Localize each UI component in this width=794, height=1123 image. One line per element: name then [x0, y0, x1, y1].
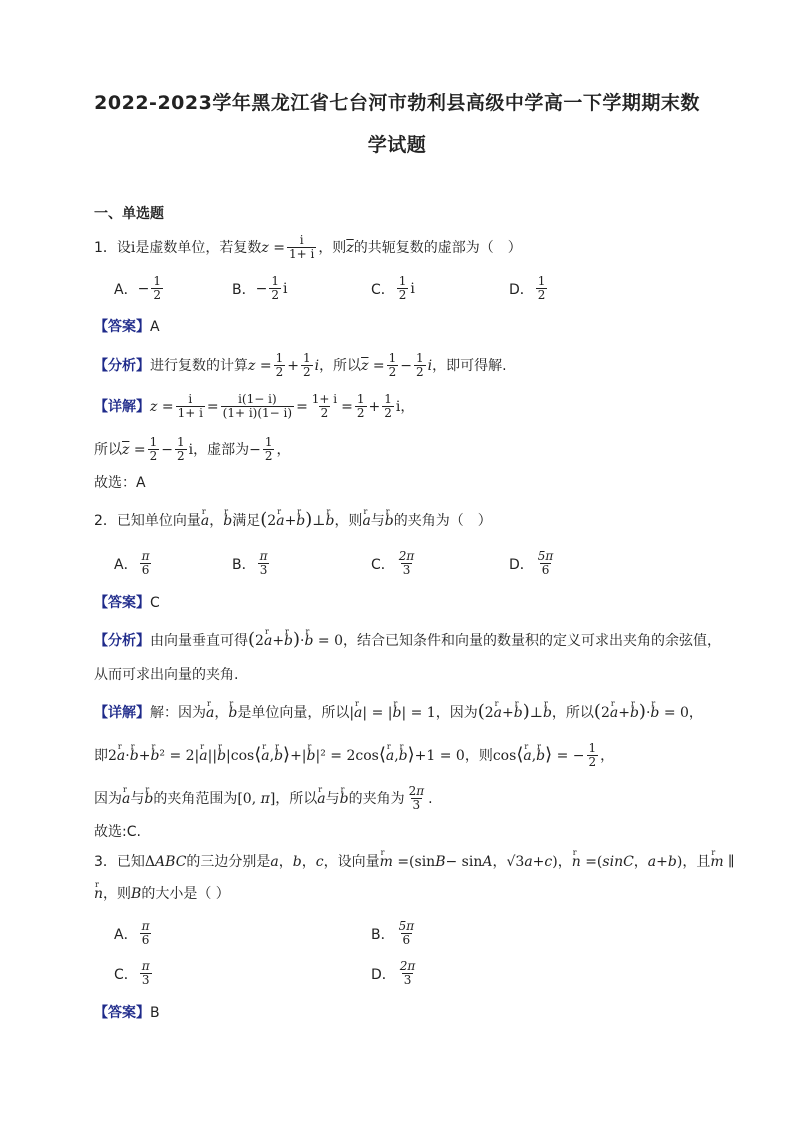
q2-answer: 【答案】C [94, 595, 160, 611]
q2-detail-line2: 即 2r a·r b+r b² = 2|r a||r b|cos⟨r a,r b⟩+|r b|² = 2cos⟨r a,r b⟩+1 = 0 ，则 cos⟨r a,r b⟩ = − $\frac{1}{2}$ ， [94, 742, 614, 769]
page-title-continued: 学试题 [367, 134, 427, 156]
q1-option-c: C． $\frac{1}{2}$ i [371, 274, 415, 302]
q2-option-c: C． $\frac{2\pi}{3}$ [371, 549, 415, 577]
q1-stem: 1．设 i 是虚数单位，若复数 z = $\frac{i}{1+ i}$ ，则 $\overline{z}$ 的共轭复数的虚部为（ ） [94, 233, 522, 261]
q1-option-d: D． $\frac{1}{2}$ [509, 274, 546, 302]
q2-option-a: A． $\frac{\pi}{6}$ [114, 549, 150, 577]
q2-option-d: D． $\frac{5\pi}{6}$ [509, 549, 554, 577]
q1-detail-line2: 所以 $\overline{z}$ = $\frac{1}{2}$ − $\frac{1}{2}$ i ，虚部为 − $\frac{1}{2}$ ， [94, 435, 291, 463]
q2-conclusion: 故选:C. [94, 824, 141, 840]
q1-option-b: B． − $\frac{1}{2}$ i [232, 274, 288, 302]
q3-option-b: B． $\frac{5\pi}{6}$ [371, 919, 415, 947]
q1-analysis: 【分析】 进行复数的计算 z = $\frac{1}{2}$ + $\frac{1}{2}$ i ，所以 $\overline{z}$ = $\frac{1}{2}$ − $\frac{1}{2}$ i ，即可得解. [94, 351, 507, 379]
q3-stem: 3．已知 ΔABC 的三边分别是 a ， b ， c ，设向量 r m =(sinB− sinA，√3a+c)，r n =(sinC，a+b) ，且 r m ∥ [94, 852, 735, 872]
q3-answer: 【答案】B [94, 1005, 160, 1021]
q2-detail-line3: 因为 r a 与 r b 的夹角范围为 [0, π] ，所以 r a 与 r b 的夹角为 $\frac{2\pi}{3}$ . [94, 785, 433, 812]
q3-option-d: D． $\frac{2\pi}{3}$ [371, 959, 416, 987]
q2-analysis-line2: 从而可求出向量的夹角. [94, 667, 239, 683]
q1-option-a: A． − $\frac{1}{2}$ [114, 274, 161, 302]
q1-fraction: $\frac{i}{1+ i}$ [288, 233, 315, 261]
q2-stem: 2．已知单位向量 r a ， r b 满足 (2r a+r b)⊥r b ，则 r a 与 r b 的夹角为（ ） [94, 510, 492, 531]
page-title: 2022-2023学年黑龙江省七台河市勃利县高级中学高一下学期期末数 [94, 92, 700, 114]
q3-option-a: A． $\frac{\pi}{6}$ [114, 919, 150, 947]
q2-option-b: B． $\frac{\pi}{3}$ [232, 549, 268, 577]
q1-conclusion: 故选：A [94, 475, 146, 491]
q1-detail: 【详解】 z = $\frac{i}{1+ i}$ = $\frac{i(1- i)}{(1+ i)(1- i)}$ = $\frac{1+ i}{2}$ = $\frac{1}{2}$ + $\frac{1}{2}$ i， [94, 392, 415, 420]
q2-detail: 【详解】 解：因为 r a ， r b 是单位向量，所以 |r a| = |r b| = 1 ，因为 (2r a+r b)⊥r b ，所以 (2r a+r b)·r b = 0， [94, 702, 703, 723]
section-heading: 一、单选题 [94, 206, 164, 222]
q1-answer: 【答案】A [94, 319, 160, 335]
q3-stem-line2: r n ，则 B 的大小是（ ） [94, 884, 230, 904]
q3-option-c: C． $\frac{\pi}{3}$ [114, 959, 150, 987]
q2-analysis: 【分析】 由向量垂直可得 (2r a+r b)·r b = 0 ，结合已知条件和向量的数量积的定义可求出夹角的余弦值， [94, 630, 721, 651]
